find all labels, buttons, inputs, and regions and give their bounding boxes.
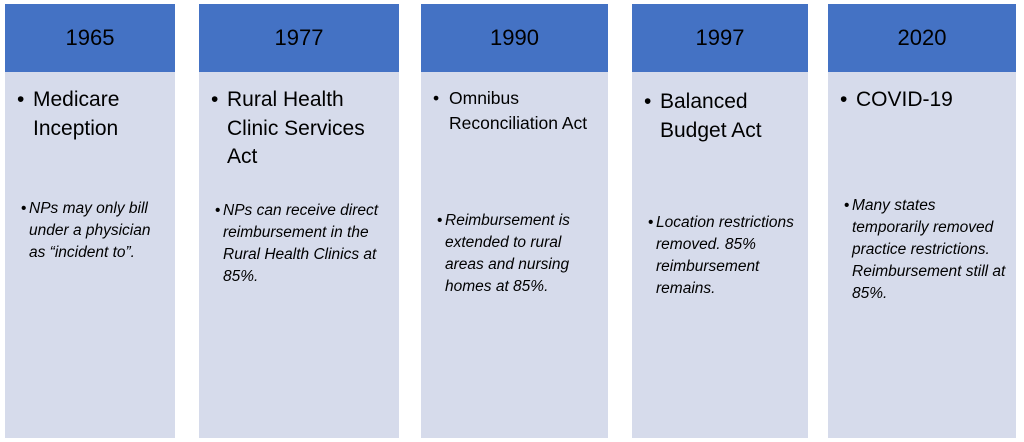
timeline-column-2020 xyxy=(828,4,1016,438)
event-note: • Many states temporarily removed practice restrictions. Reimbursement still at 85%. xyxy=(844,195,1008,305)
event-title: • Balanced Budget Act xyxy=(644,88,802,145)
column-body xyxy=(632,72,808,438)
bullet-icon: • xyxy=(211,88,219,111)
event-title: • Rural Health Clinic Services Act xyxy=(211,86,393,172)
event-note: • Reimbursement is extended to rural areas and nursing homes at 85%. xyxy=(437,210,600,298)
year-label: 1997 xyxy=(695,25,745,50)
column-body xyxy=(421,72,608,438)
timeline-column-1965 xyxy=(5,4,175,438)
bullet-icon: • xyxy=(17,88,25,111)
timeline-column-1977 xyxy=(199,4,399,438)
year-label: 1965 xyxy=(65,25,115,50)
column-body xyxy=(199,72,399,438)
event-note: • NPs may only bill under a physician as “incident to”. xyxy=(21,198,167,264)
bullet-icon: • xyxy=(644,90,652,113)
bullet-icon: • xyxy=(844,197,850,214)
column-body xyxy=(828,72,1016,438)
bullet-icon: • xyxy=(433,88,440,108)
year-header xyxy=(828,4,1016,72)
year-label: 1977 xyxy=(274,25,324,50)
event-note: • Location restrictions removed. 85% reimbursement remains. xyxy=(648,212,800,300)
year-header xyxy=(421,4,608,72)
year-label: 1990 xyxy=(490,25,539,50)
bullet-icon: • xyxy=(437,212,443,229)
year-label: 2020 xyxy=(897,25,947,50)
year-header xyxy=(5,4,175,72)
timeline-column-1990 xyxy=(421,4,608,438)
column-body xyxy=(5,72,175,438)
timeline-column-1997 xyxy=(632,4,808,438)
year-header xyxy=(632,4,808,72)
event-title: • Medicare Inception xyxy=(17,86,169,143)
bullet-icon: • xyxy=(21,200,27,217)
event-title: • COVID-19 xyxy=(840,86,1010,115)
year-header xyxy=(199,4,399,72)
bullet-icon: • xyxy=(215,202,221,219)
bullet-icon: • xyxy=(840,88,848,111)
bullet-icon: • xyxy=(648,214,654,231)
event-title: • Omnibus Reconciliation Act xyxy=(433,86,602,136)
event-note: • NPs can receive direct reimbursement in the Rural Health Clinics at 85%. xyxy=(215,200,391,288)
